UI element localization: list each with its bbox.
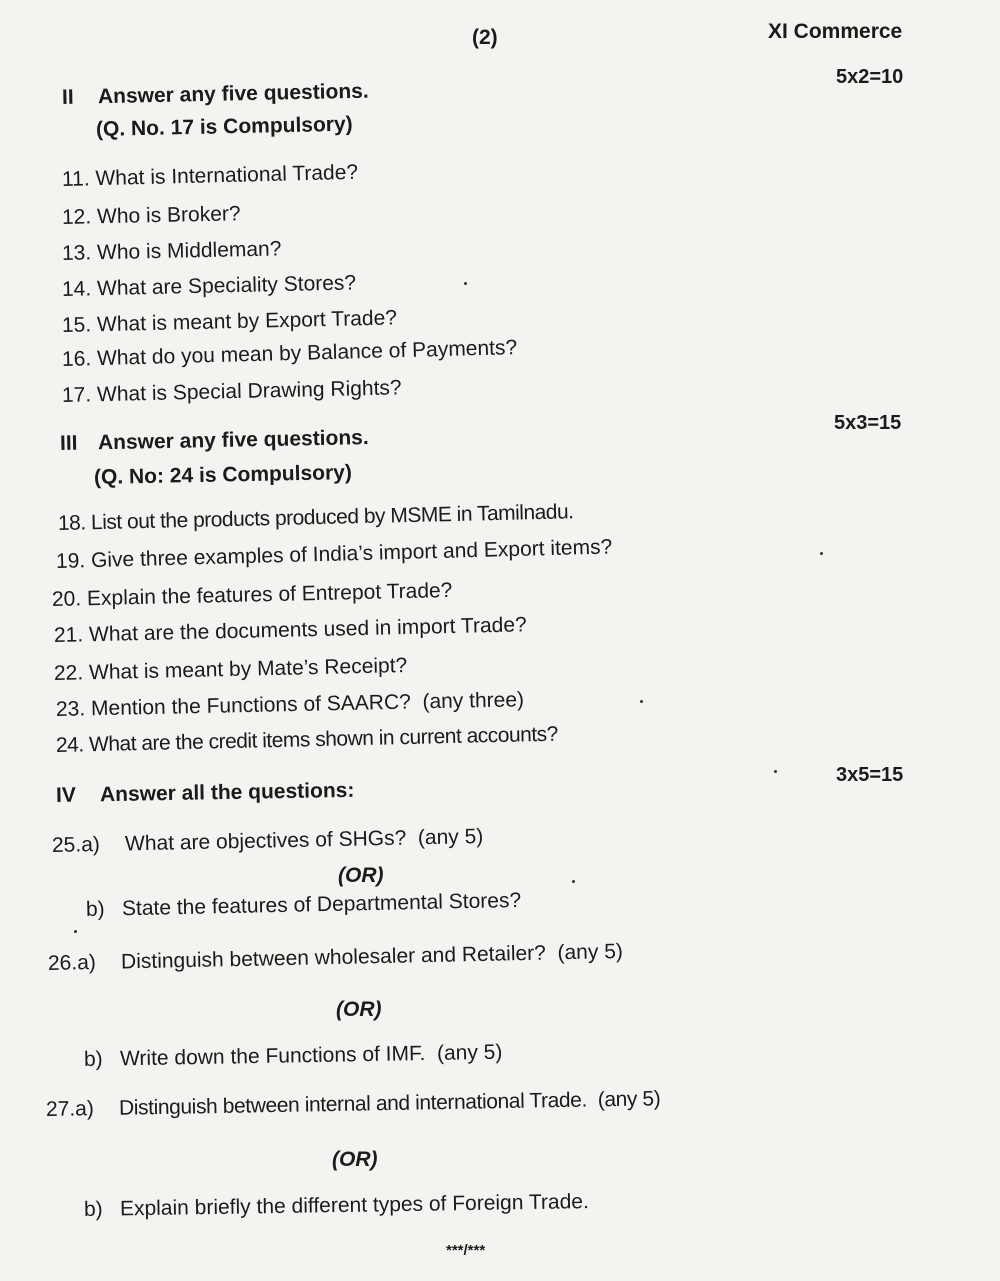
section-ii-marks: 5x2=10 [836, 66, 904, 88]
question-text: What do you mean by Balance of Payments? [96, 336, 518, 371]
part-label: b) [83, 1197, 103, 1221]
question-number: 22. [53, 661, 84, 685]
part-label: a) [76, 950, 97, 975]
question-22 [54, 654, 408, 686]
question-number: 16. [61, 347, 92, 371]
question-number: 18. [57, 511, 86, 535]
question-12 [62, 202, 241, 230]
question-11 [62, 161, 359, 192]
question-text: What are Speciality Stores? [96, 271, 357, 301]
question-number: 17. [61, 383, 92, 407]
scan-speck [464, 282, 467, 285]
scan-speck [572, 880, 575, 883]
section-ii-numeral: II [61, 85, 74, 109]
question-number: 23. [55, 697, 86, 721]
question-text: Mention the Functions of SAARC? (any three) [90, 688, 525, 721]
section-iv-title: Answer all the questions: [99, 778, 355, 807]
question-text: Distinguish between internal and international Trade. (any 5) [118, 1087, 661, 1120]
scan-speck [774, 770, 777, 773]
section-iii-note: (Q. No: 24 is Compulsory) [93, 461, 353, 489]
question-18 [58, 500, 574, 536]
section-ii-note: (Q. No. 17 is Compulsory) [95, 112, 353, 141]
page-footer-mark: ***/*** [446, 1242, 486, 1259]
section-iii-title: Answer any five questions. [97, 426, 369, 455]
question-17 [62, 376, 402, 408]
question-text: What are the documents used in import Trade? [88, 613, 527, 647]
question-number: 14. [61, 277, 92, 301]
question-text: What are objectives of SHGs? (any 5) [124, 824, 484, 856]
question-21 [54, 613, 527, 648]
question-text: Who is Middleman? [96, 237, 282, 265]
page-number: (2) [472, 26, 498, 49]
question-27a [46, 1087, 661, 1122]
question-25a [52, 825, 484, 858]
section-iv-numeral: IV [55, 783, 77, 807]
question-26b [84, 1041, 503, 1072]
question-text: What are the credit items shown in current accounts? [88, 722, 559, 757]
section-iii-heading [60, 426, 369, 456]
question-number: 25. [51, 833, 82, 857]
question-number: 12. [61, 205, 92, 229]
part-label: b) [85, 897, 105, 921]
question-text: State the features of Departmental Stores? [121, 888, 522, 921]
question-text: Distinguish between wholesaler and Retailer? (any 5) [120, 939, 624, 974]
question-text: Explain the features of Entrepot Trade? [86, 578, 453, 611]
question-number: 24. [55, 733, 84, 757]
question-text: Give three examples of India’s import and Export items? [90, 535, 613, 573]
question-text: What is meant by Export Trade? [96, 306, 398, 337]
question-25b [86, 889, 522, 922]
question-text: What is meant by Mate’s Receipt? [88, 653, 408, 685]
or-separator: (OR) [332, 1148, 378, 1171]
question-number: 13. [61, 241, 92, 265]
section-iv-marks: 3x5=15 [836, 764, 904, 786]
scan-speck [640, 700, 643, 703]
subject-title: XI Commerce [768, 20, 903, 43]
question-15 [62, 306, 397, 338]
question-16 [62, 336, 518, 372]
section-ii-title: Answer any five questions. [97, 79, 369, 109]
question-24 [56, 723, 558, 758]
scan-speck [820, 552, 823, 555]
question-number: 21. [53, 623, 84, 647]
question-number: 20. [51, 587, 82, 611]
section-iii-marks: 5x3=15 [834, 412, 902, 434]
question-text: Write down the Functions of IMF. (any 5) [119, 1040, 503, 1071]
question-number: 27. [45, 1097, 76, 1121]
question-number: 19. [55, 549, 86, 573]
or-separator: (OR) [336, 998, 382, 1021]
section-ii-heading [62, 80, 369, 110]
question-text: Explain briefly the different types of Foreign Trade. [119, 1190, 589, 1221]
question-text: List out the products produced by MSME in Tamilnadu. [90, 500, 574, 535]
scan-speck [74, 930, 77, 933]
question-19 [56, 535, 613, 574]
question-27b [84, 1190, 589, 1222]
question-number: 11. [61, 167, 90, 191]
section-iii-numeral: III [59, 431, 78, 455]
question-20 [52, 579, 453, 612]
part-label: b) [83, 1047, 103, 1071]
question-text: Who is Broker? [96, 202, 241, 229]
question-13 [62, 237, 282, 266]
part-label: a) [74, 1097, 95, 1121]
or-separator: (OR) [338, 864, 384, 887]
section-iv-heading [56, 779, 355, 808]
question-26a [48, 940, 623, 976]
question-14 [62, 271, 357, 302]
question-number: 26. [47, 951, 78, 975]
part-label: a) [80, 832, 101, 857]
question-text: What is International Trade? [95, 160, 359, 191]
question-number: 15. [61, 313, 92, 337]
question-text: What is Special Drawing Rights? [96, 376, 402, 407]
question-23 [56, 688, 524, 722]
